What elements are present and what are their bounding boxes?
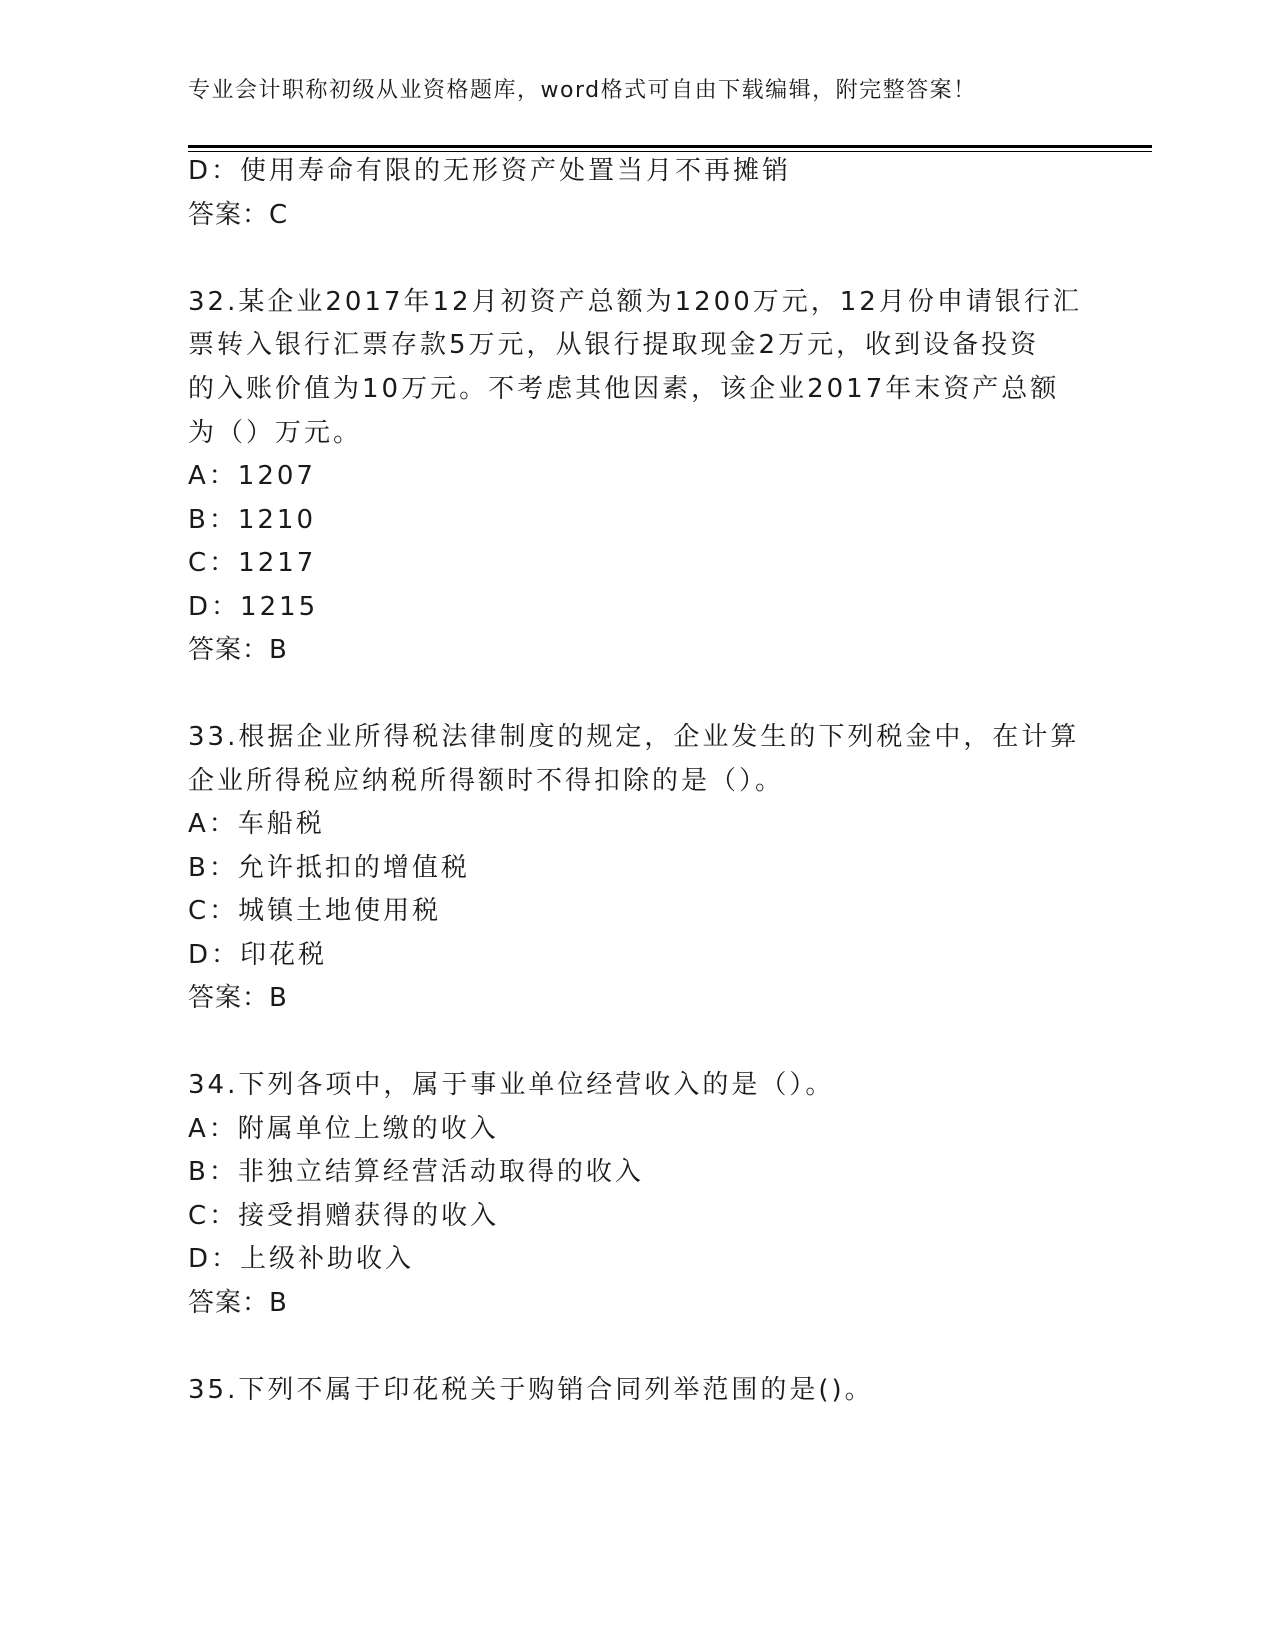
option-b: B：允许抵扣的增值税 [188,853,470,883]
option-c: C：接受捐赠获得的收入 [188,1201,500,1231]
question-text-line: 的入账价值为10万元。不考虑其他因素，该企业2017年末资产总额 [188,374,1060,404]
question-text-line: 为（）万元。 [188,418,363,448]
option-a: A：1207 [188,461,316,491]
answer-line: 答案：B [188,1288,288,1318]
option-c: C：城镇土地使用税 [188,896,442,926]
option-b: B：1210 [188,505,317,535]
option-d: D：印花税 [188,940,328,970]
question-text-line: 33.根据企业所得税法律制度的规定，企业发生的下列税金中，在计算 [188,722,1080,752]
header-rule-thin [188,151,1152,152]
answer-line: 答案：C [188,200,289,230]
answer-line: 答案：B [188,983,288,1013]
option-a: A：附属单位上缴的收入 [188,1114,499,1144]
option-d: D：1215 [188,592,319,622]
option-b: B：非独立结算经营活动取得的收入 [188,1157,644,1187]
question-text-line: 34.下列各项中，属于事业单位经营收入的是（）。 [188,1070,835,1100]
option-a: A：车船税 [188,809,325,839]
question-text-line: 企业所得税应纳税所得额时不得扣除的是（）。 [188,766,785,796]
option-d: D：上级补助收入 [188,1244,415,1274]
answer-line: 答案：B [188,635,288,665]
header-rule-thick [188,145,1152,148]
page-header: 专业会计职称初级从业资格题库，word格式可自由下载编辑，附完整答案！ [188,78,977,103]
option-d: D：使用寿命有限的无形资产处置当月不再摊销 [188,156,792,186]
option-c: C：1217 [188,548,317,578]
question-text-line: 32.某企业2017年12月初资产总额为1200万元，12月份申请银行汇 [188,287,1082,317]
question-text-line: 35.下列不属于印花税关于购销合同列举范围的是()。 [188,1375,874,1405]
question-text-line: 票转入银行汇票存款5万元，从银行提取现金2万元，收到设备投资 [188,330,1040,360]
